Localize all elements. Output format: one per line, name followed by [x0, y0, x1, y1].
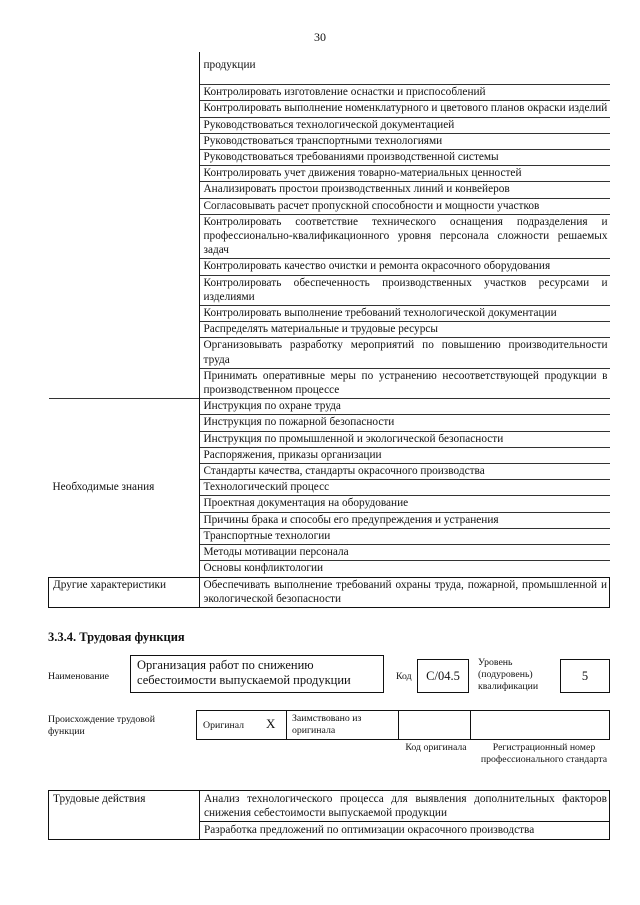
page-number: 30 [314, 30, 326, 44]
actions-label: Трудовые действия [49, 791, 200, 840]
function-name-box [130, 655, 384, 693]
knowledge-row: Инструкция по промышленной и экологической безопасности [199, 431, 610, 447]
level-label: Уровень (подуровень) квалификации [478, 657, 539, 692]
other-label: Другие характеристики [49, 577, 200, 607]
skill-row: Контролировать учет движения товарно-материальных ценностей [199, 166, 610, 182]
skill-row: Контролировать соответствие технического оснащения подразделения и профессионально-квалификационного уровня персонала сложности решаемых задач [199, 214, 610, 259]
level-value: 5 [581, 669, 589, 683]
original-label: Оригинал [203, 720, 245, 731]
other-value: Обеспечивать выполнение требований охраны труда, пожарной, промышленной и экологической безопасности [199, 577, 610, 607]
borrowed-label: Заимствовано из оригинала [292, 713, 362, 736]
knowledge-row: Причины брака и способы его предупреждения и устранения [199, 512, 610, 528]
knowledge-label: Необходимые знания [49, 399, 200, 577]
skill-row: Анализировать простои производственных линий и конвейеров [199, 182, 610, 198]
code-caption: Код оригинала [405, 742, 467, 753]
knowledge-row: Технологический процесс [199, 480, 610, 496]
requirements-table [48, 52, 610, 608]
origin-divider [470, 710, 471, 740]
knowledge-row: Основы конфликтологии [199, 561, 610, 577]
table-row [49, 214, 610, 259]
table-row [49, 791, 610, 822]
skill-row: продукции [203, 59, 256, 71]
knowledge-row: Распоряжения, приказы организации [199, 447, 610, 463]
origin-box [196, 710, 610, 740]
table-row [49, 259, 610, 275]
table-row [49, 85, 610, 101]
skill-row: Организовывать разработку мероприятий по повышению производительности труда [199, 338, 610, 368]
skill-row: Контролировать изготовление оснастки и приспособлений [199, 85, 610, 101]
reg-caption: Регистрационный номер профессионального стандарта [480, 742, 608, 765]
knowledge-row: Проектная документация на оборудование [199, 496, 610, 512]
knowledge-row: Стандарты качества, стандарты окрасочного производства [199, 464, 610, 480]
skill-row: Согласовывать расчет пропускной способности и мощности участков [199, 198, 610, 214]
skill-row: Руководствоваться требованиями производственной системы [199, 150, 610, 166]
skill-row: Контролировать качество очистки и ремонта окрасочного оборудования [199, 259, 610, 275]
table-row [49, 117, 610, 133]
knowledge-row: Инструкция по охране труда [199, 399, 610, 415]
skill-row: Руководствоваться транспортными технологиями [199, 133, 610, 149]
skill-row: Распределять материальные и трудовые ресурсы [199, 322, 610, 338]
function-name: Организация работ по снижению себестоимости выпускаемой продукции [137, 658, 351, 687]
knowledge-row: Транспортные технологии [199, 528, 610, 544]
skill-row: Принимать оперативные меры по устранению несоответствующей продукции в производственном процессе [199, 368, 610, 398]
table-row [49, 338, 610, 368]
origin-label: Происхождение трудовой функции [48, 714, 155, 737]
level-box [560, 659, 610, 693]
skill-row: Контролировать выполнение номенклатурного и цветового планов окраски изделий [199, 101, 610, 117]
code-label: Код [396, 671, 412, 682]
table-row [49, 322, 610, 338]
table-row [49, 133, 610, 149]
code-value: C/04.5 [426, 669, 460, 683]
table-row [49, 577, 610, 607]
name-label: Наименование [48, 671, 110, 682]
table-row [49, 198, 610, 214]
knowledge-row: Методы мотивации персонала [199, 545, 610, 561]
table-row [49, 101, 610, 117]
skill-row: Руководствоваться технологической документацией [199, 117, 610, 133]
table-row [49, 182, 610, 198]
skill-row: Контролировать выполнение требований технологической документации [199, 306, 610, 322]
table-row [49, 306, 610, 322]
origin-divider [398, 710, 399, 740]
actions-table [48, 790, 610, 840]
code-box [417, 659, 469, 693]
action-row: Разработка предложений по оптимизации окрасочного производства [200, 822, 610, 839]
action-row: Анализ технологического процесса для выявления дополнительных факторов снижения себестоимости выпускаемой продукции [200, 791, 610, 822]
table-row [49, 150, 610, 166]
table-row [49, 368, 610, 398]
section-title: 3.3.4. Трудовая функция [48, 630, 185, 644]
table-row [49, 52, 610, 85]
knowledge-row: Инструкция по пожарной безопасности [199, 415, 610, 431]
origin-divider [286, 710, 287, 740]
skill-row: Контролировать обеспеченность производственных участков ресурсами и изделиями [199, 275, 610, 305]
table-row [49, 399, 610, 415]
table-row [49, 166, 610, 182]
original-mark: X [266, 716, 276, 731]
table-row [49, 275, 610, 305]
